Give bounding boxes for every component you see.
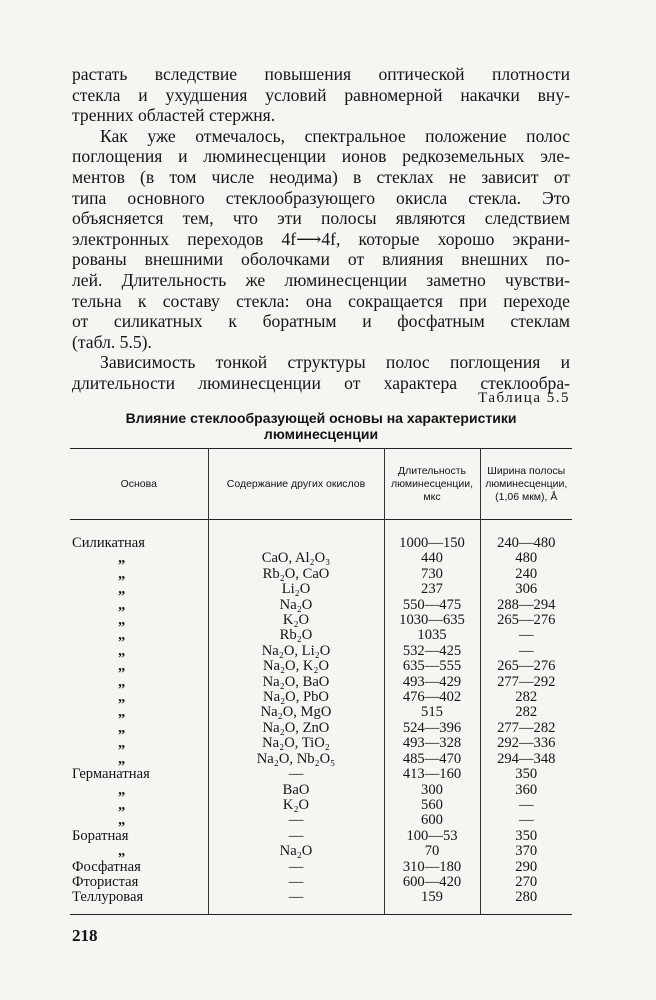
table-row xyxy=(70,613,572,628)
table-body xyxy=(70,520,572,915)
cell-base: Германатная xyxy=(72,766,150,783)
cell-oxides: — xyxy=(208,767,384,782)
text-line: объясняется тем, что эти полосы являются следствием xyxy=(72,208,570,229)
cell-oxides: Na₂O, PbO xyxy=(208,690,384,705)
table-row xyxy=(70,598,572,613)
table-row xyxy=(70,798,572,813)
cell-ditto-mark: „ xyxy=(118,689,126,706)
cell-duration: 300 xyxy=(384,783,480,798)
header-width: Ширина полосы люминесценции, (1,06 мкм), Å xyxy=(480,449,572,520)
cell-width: 265—276 xyxy=(480,613,572,628)
cell-duration: 440 xyxy=(384,551,480,566)
text-line: Как уже отмечалось, спектральное положение полос xyxy=(100,125,570,146)
cell-duration: 532—425 xyxy=(384,644,480,659)
cell-duration: 70 xyxy=(384,844,480,859)
cell-duration: 413—160 xyxy=(384,767,480,782)
cell-oxides: Na₂O, K₂O xyxy=(208,659,384,674)
cell-oxides: BaO xyxy=(208,783,384,798)
cell-duration: 485—470 xyxy=(384,752,480,767)
text-line: длительности люминесценции от характера стеклообра- xyxy=(72,372,570,393)
cell-ditto-mark: „ xyxy=(118,673,126,690)
cell-base: Силикатная xyxy=(72,535,145,551)
table-row xyxy=(70,582,572,597)
cell-width: 240 xyxy=(480,567,572,582)
cell-ditto-mark: „ xyxy=(118,642,126,659)
table-header-row xyxy=(70,449,572,520)
text-line: электронных переходов 4f⟶4f, которые хорошо экрани- xyxy=(72,228,570,249)
table-row xyxy=(70,721,572,736)
cell-base: Теллуровая xyxy=(72,889,144,906)
cell-width: 277—292 xyxy=(480,675,572,690)
cell-oxides: Na₂O, BaO xyxy=(208,675,384,690)
cell-duration: 515 xyxy=(384,705,480,720)
cell-width: 240—480 xyxy=(480,536,572,551)
header-base: Основа xyxy=(120,477,157,490)
cell-duration: 560 xyxy=(384,798,480,813)
cell-duration: 237 xyxy=(384,582,480,597)
cell-oxides: Na₂O xyxy=(208,844,384,859)
cell-oxides: Li₂O xyxy=(208,582,384,597)
text-line: тельна к составу стекла: она сокращается при переходе xyxy=(72,290,570,311)
table-row xyxy=(70,644,572,659)
cell-ditto-mark: „ xyxy=(118,735,126,752)
cell-oxides: Na₂O, ZnO xyxy=(208,721,384,736)
cell-duration: 159 xyxy=(384,890,480,914)
cell-width: 294—348 xyxy=(480,752,572,767)
cell-width: — xyxy=(480,628,572,643)
cell-oxides: — xyxy=(208,829,384,844)
cell-width: 370 xyxy=(480,844,572,859)
cell-width: — xyxy=(480,813,572,828)
text-line: растать вследствие повышения оптической плотности xyxy=(72,64,570,84)
cell-oxides: Na₂O xyxy=(208,598,384,613)
cell-duration: 635—555 xyxy=(384,659,480,674)
table-row xyxy=(70,829,572,844)
cell-duration: 1030—635 xyxy=(384,613,480,628)
cell-duration: 493—429 xyxy=(384,675,480,690)
cell-oxides: Na₂O, TiO₂ xyxy=(208,736,384,751)
table-row xyxy=(70,890,572,914)
cell-base: Фтористая xyxy=(72,873,139,890)
data-table xyxy=(70,448,572,915)
cell-ditto-mark: „ xyxy=(118,796,126,813)
table-row xyxy=(70,551,572,566)
cell-duration: 524—396 xyxy=(384,721,480,736)
table-row xyxy=(70,628,572,643)
cell-duration: 730 xyxy=(384,567,480,582)
text-line: (табл. 5.5). xyxy=(72,331,152,352)
header-duration: Длительность люминесценции, мкс xyxy=(384,449,480,520)
text-line: стекла и ухудшения условий равномерной накачки вну- xyxy=(72,84,570,105)
cell-duration: 1000—150 xyxy=(384,536,480,551)
table-row xyxy=(70,675,572,690)
page-number: 218 xyxy=(72,926,98,945)
cell-oxides: K₂O xyxy=(208,613,384,628)
cell-ditto-mark: „ xyxy=(118,750,126,767)
table-row xyxy=(70,705,572,720)
cell-width: 270 xyxy=(480,875,572,890)
table-row xyxy=(70,736,572,751)
cell-width: 290 xyxy=(480,860,572,875)
cell-duration: 100—53 xyxy=(384,829,480,844)
cell-ditto-mark: „ xyxy=(118,704,126,721)
table-row xyxy=(70,690,572,705)
table-row xyxy=(70,567,572,582)
cell-duration: 600—420 xyxy=(384,875,480,890)
text-line: поглощения и люминесценции ионов редкоземельных эле- xyxy=(72,146,570,167)
cell-width: 288—294 xyxy=(480,598,572,613)
table-row xyxy=(70,875,572,890)
cell-oxides: — xyxy=(208,890,384,914)
text-line: типа основного стеклообразующего окисла стекла. Это xyxy=(72,187,570,208)
table-title-line-2: люминесценции xyxy=(263,426,379,442)
data-table-container xyxy=(70,448,572,915)
text-line: от силикатных к боратным и фосфатным стеклам xyxy=(72,311,570,332)
cell-oxides: — xyxy=(208,875,384,890)
cell-width: 277—282 xyxy=(480,721,572,736)
cell-duration: 476—402 xyxy=(384,690,480,705)
cell-width: — xyxy=(480,798,572,813)
paragraph-2 xyxy=(72,126,570,353)
text-line: тренних областей стержня. xyxy=(72,105,276,126)
cell-base: Боратная xyxy=(72,827,129,844)
table-row xyxy=(70,767,572,782)
cell-ditto-mark: „ xyxy=(118,612,126,629)
paragraph-1 xyxy=(72,64,570,126)
body-text xyxy=(72,64,570,394)
cell-duration: 550—475 xyxy=(384,598,480,613)
table-label: Таблица 5.5 xyxy=(478,390,570,406)
cell-width: 282 xyxy=(480,690,572,705)
table-spacer-row xyxy=(70,520,572,537)
cell-ditto-mark: „ xyxy=(118,581,126,598)
text-line: ментов (в том числе неодима) в стеклах не зависит от xyxy=(72,166,570,187)
table-row xyxy=(70,783,572,798)
cell-ditto-mark: „ xyxy=(118,781,126,798)
cell-width: 282 xyxy=(480,705,572,720)
cell-duration: 1035 xyxy=(384,628,480,643)
cell-ditto-mark: „ xyxy=(118,565,126,582)
paragraph-3 xyxy=(72,352,570,393)
cell-ditto-mark: „ xyxy=(118,843,126,860)
cell-ditto-mark: „ xyxy=(118,812,126,829)
cell-ditto-mark: „ xyxy=(118,627,126,644)
cell-width: 360 xyxy=(480,783,572,798)
table-row xyxy=(70,659,572,674)
table-title xyxy=(72,410,570,442)
cell-duration: 600 xyxy=(384,813,480,828)
cell-oxides: CaO, Al₂O₃ xyxy=(208,551,384,566)
cell-width: — xyxy=(480,644,572,659)
cell-ditto-mark: „ xyxy=(118,550,126,567)
cell-ditto-mark: „ xyxy=(118,596,126,613)
cell-width: 306 xyxy=(480,582,572,597)
cell-duration: 310—180 xyxy=(384,860,480,875)
cell-ditto-mark: „ xyxy=(118,658,126,675)
cell-duration: 493—328 xyxy=(384,736,480,751)
cell-width: 265—276 xyxy=(480,659,572,674)
cell-width: 480 xyxy=(480,551,572,566)
cell-oxides: Na₂O, Nb₂O₅ xyxy=(208,752,384,767)
text-line: Зависимость тонкой структуры полос поглощения и xyxy=(100,352,570,373)
cell-oxides: Rb₂O, CaO xyxy=(208,567,384,582)
table-row xyxy=(70,536,572,551)
cell-width: 350 xyxy=(480,767,572,782)
table-row xyxy=(70,860,572,875)
cell-oxides: — xyxy=(208,860,384,875)
cell-oxides: — xyxy=(208,813,384,828)
header-oxides: Содержание других окислов xyxy=(208,449,384,520)
cell-oxides: K₂O xyxy=(208,798,384,813)
table-row xyxy=(70,844,572,859)
text-line: лей. Длительность же люминесценции заметно чувстви- xyxy=(72,269,570,290)
cell-oxides: Na₂O, MgO xyxy=(208,705,384,720)
cell-width: 292—336 xyxy=(480,736,572,751)
table-title-line-1: Влияние стеклообразующей основы на характеристики xyxy=(125,410,517,426)
cell-width: 280 xyxy=(480,890,572,914)
cell-oxides: Na₂O, Li₂O xyxy=(208,644,384,659)
cell-base: Фосфатная xyxy=(72,858,141,875)
cell-ditto-mark: „ xyxy=(118,719,126,736)
cell-oxides: Rb₂O xyxy=(208,628,384,643)
cell-oxides xyxy=(208,536,384,551)
text-line: рованы внешними оболочками от влияния внешних по- xyxy=(72,249,570,270)
table-row xyxy=(70,752,572,767)
cell-width: 350 xyxy=(480,829,572,844)
table-row xyxy=(70,813,572,828)
